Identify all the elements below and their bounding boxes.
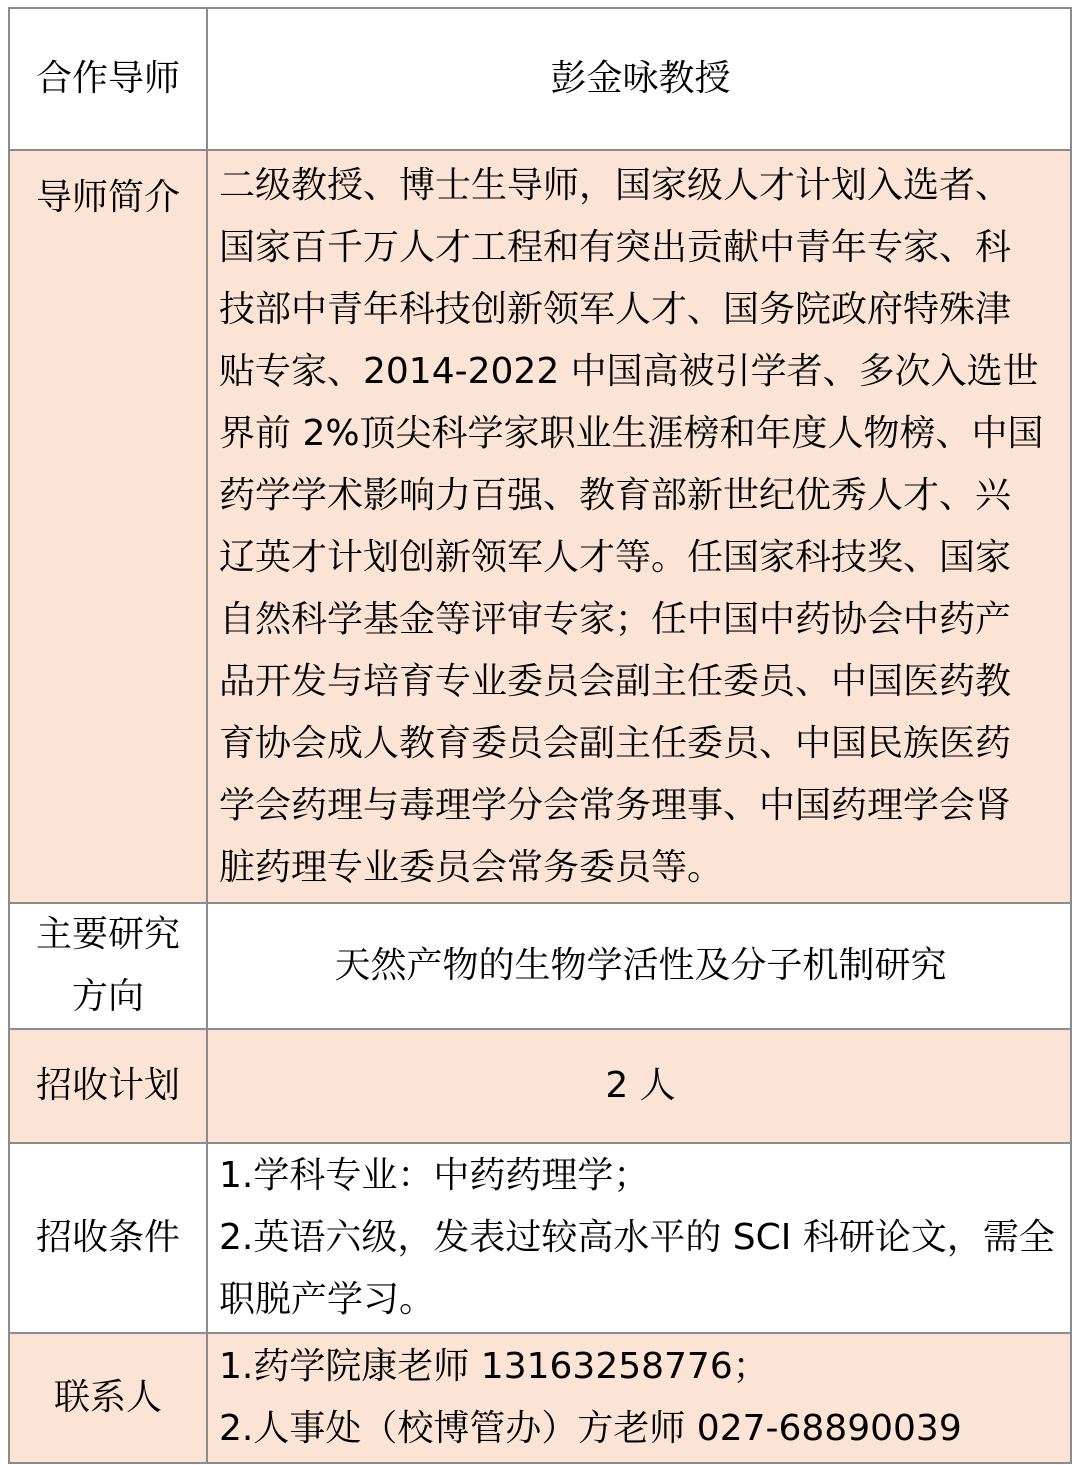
profile-line: 药学学术影响力百强、教育部新世纪优秀人才、兴 (219, 474, 1012, 516)
conditions-label: 招收条件 (9, 1143, 207, 1333)
profile-line: 辽英才计划创新领军人才等。任国家科技奖、国家 (219, 536, 1012, 578)
research-label-line2: 方向 (71, 976, 144, 1017)
row-plan (9, 1029, 1071, 1143)
research-label (9, 903, 207, 1029)
plan-label: 招收计划 (9, 1029, 207, 1143)
research-value: 天然产物的生物学活性及分子机制研究 (207, 903, 1071, 1029)
recruitment-info-table (8, 7, 1072, 1464)
supervisor-label: 合作导师 (9, 8, 207, 150)
row-contact (9, 1333, 1071, 1463)
plan-value: 2 人 (207, 1029, 1071, 1143)
row-conditions (9, 1143, 1071, 1333)
profile-line: 技部中青年科技创新领军人才、国务院政府特殊津 (219, 288, 1012, 330)
profile-line: 学会药理与毒理学分会常务理事、中国药理学会肾 (219, 784, 1012, 826)
profile-line: 贴专家、2014-2022 中国高被引学者、多次入选世 (219, 350, 1039, 392)
profile-line: 育协会成人教育委员会副主任委员、中国民族医药 (219, 722, 1012, 764)
profile-line: 品开发与培育专业委员会副主任委员、中国医药教 (219, 660, 1012, 702)
contact-value (207, 1333, 1071, 1463)
row-research (9, 903, 1071, 1029)
contact-line: 2.人事处（校博管办）方老师 027-68890039 (219, 1408, 962, 1449)
conditions-value (207, 1143, 1071, 1333)
row-supervisor (9, 8, 1071, 150)
profile-line: 脏药理专业委员会常务委员等。 (219, 846, 724, 888)
research-label-line1: 主要研究 (35, 914, 180, 955)
profile-value (207, 150, 1071, 903)
conditions-line: 职脱产学习。 (219, 1279, 436, 1320)
profile-line: 自然科学基金等评审专家；任中国中药协会中药产 (219, 598, 1012, 640)
contact-label: 联系人 (9, 1333, 207, 1463)
contact-line: 1.药学院康老师 13163258776； (219, 1346, 769, 1387)
profile-label-text: 导师简介 (35, 177, 180, 218)
profile-line: 二级教授、博士生导师，国家级人才计划入选者、 (219, 164, 1012, 206)
supervisor-value: 彭金咏教授 (207, 8, 1071, 150)
profile-label (9, 150, 207, 903)
conditions-line: 1.学科专业：中药药理学； (219, 1155, 650, 1196)
conditions-line: 2.英语六级，发表过较高水平的 SCI 科研论文，需全 (219, 1217, 1055, 1258)
profile-line: 界前 2%顶尖科学家职业生涯榜和年度人物榜、中国 (219, 412, 1044, 454)
profile-line: 国家百千万人才工程和有突出贡献中青年专家、科 (219, 226, 1012, 268)
row-profile (9, 150, 1071, 903)
